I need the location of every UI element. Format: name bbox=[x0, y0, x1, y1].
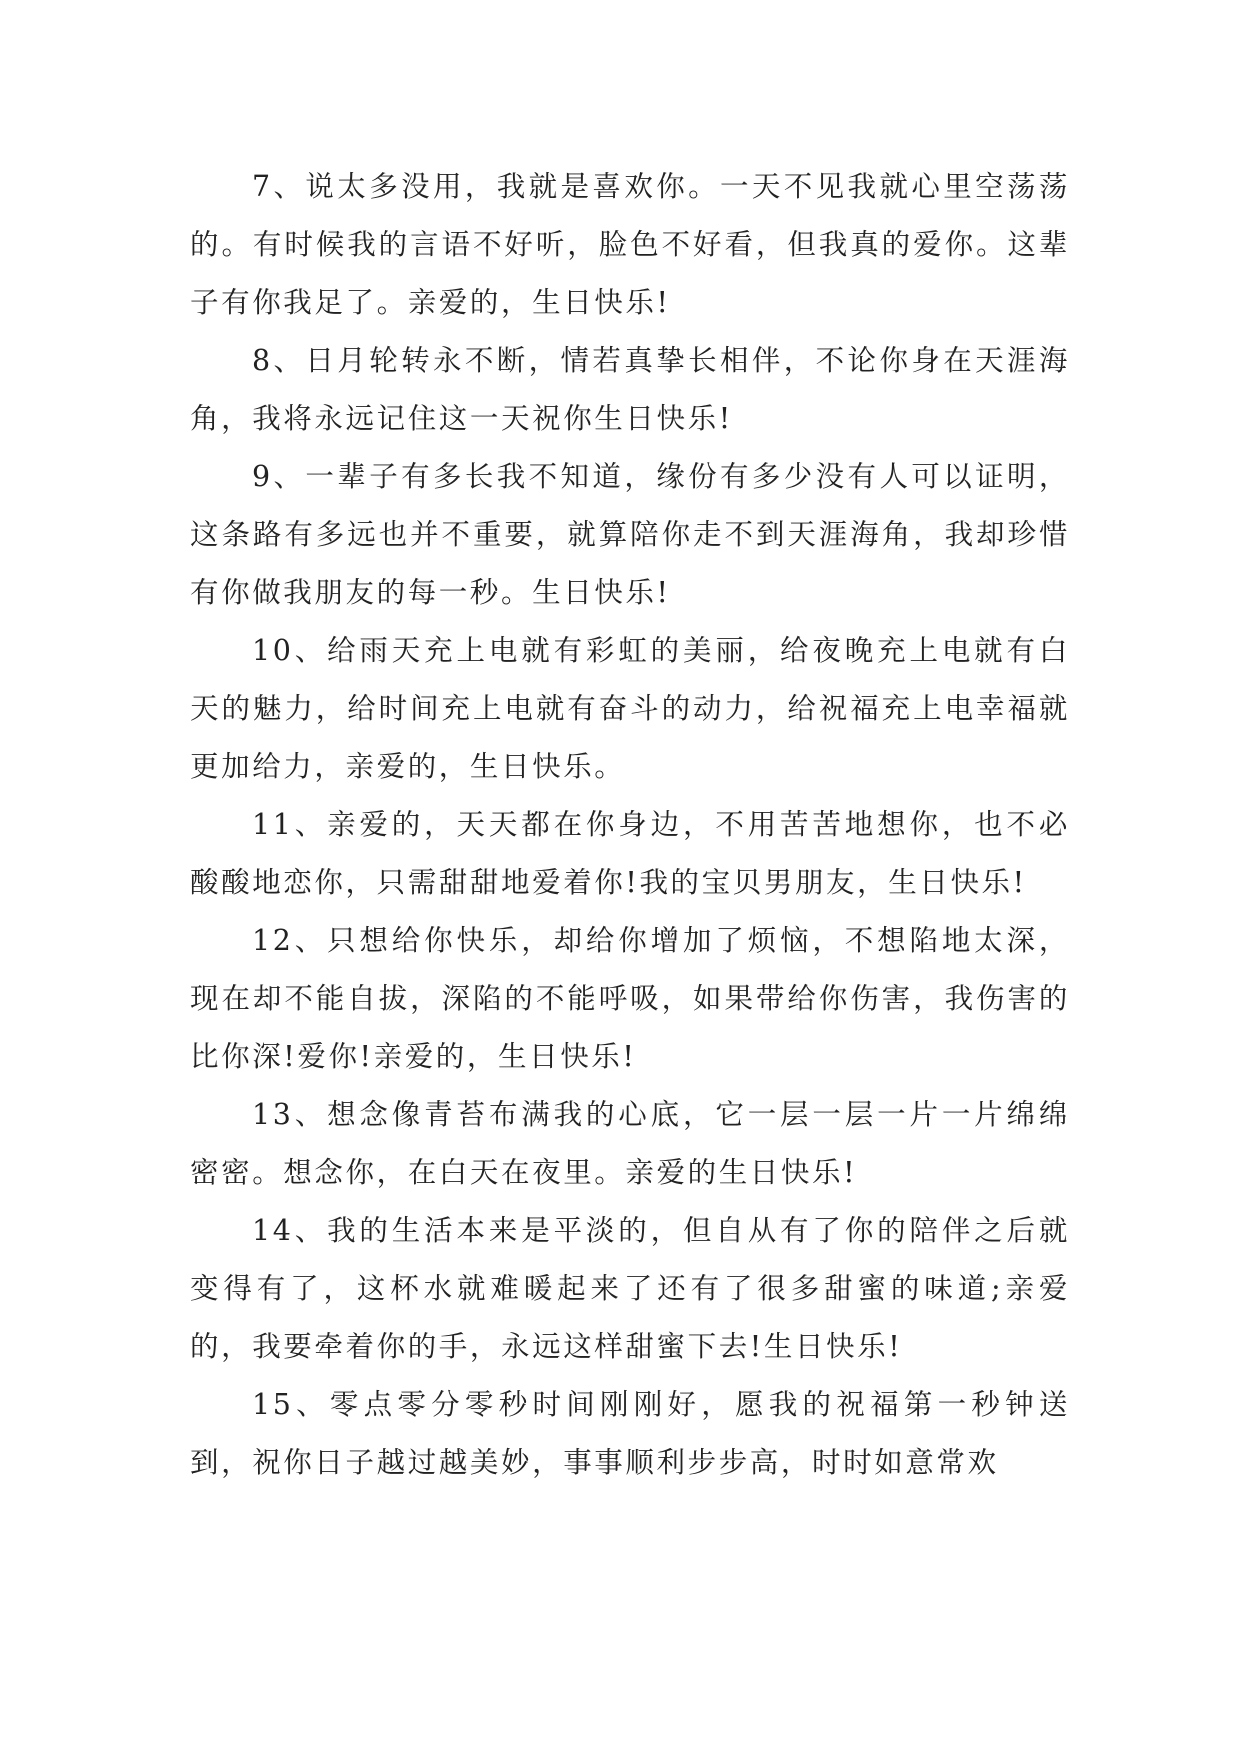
paragraph-10: 10、给雨天充上电就有彩虹的美丽，给夜晚充上电就有白天的魅力，给时间充上电就有奋斗的动力，给祝福充上电幸福就更加给力，亲爱的，生日快乐。 bbox=[190, 634, 1070, 783]
paragraph-8: 8、日月轮转永不断，情若真挚长相伴，不论你身在天涯海角，我将永远记住这一天祝你生日快乐! bbox=[190, 344, 1070, 435]
paragraph-15: 15、零点零分零秒时间刚刚好，愿我的祝福第一秒钟送到，祝你日子越过越美妙，事事顺利步步高，时时如意常欢 bbox=[190, 1388, 1070, 1479]
paragraph-7: 7、说太多没用，我就是喜欢你。一天不见我就心里空荡荡的。有时候我的言语不好听，脸色不好看，但我真的爱你。这辈子有你我足了。亲爱的，生日快乐! bbox=[190, 170, 1070, 319]
paragraph-11: 11、亲爱的，天天都在你身边，不用苦苦地想你，也不必酸酸地恋你，只需甜甜地爱着你!我的宝贝男朋友，生日快乐! bbox=[190, 808, 1070, 899]
paragraph-14: 14、我的生活本来是平淡的，但自从有了你的陪伴之后就变得有了，这杯水就难暖起来了还有了很多甜蜜的味道;亲爱的，我要牵着你的手，永远这样甜蜜下去!生日快乐! bbox=[190, 1214, 1070, 1363]
paragraph-9: 9、一辈子有多长我不知道，缘份有多少没有人可以证明，这条路有多远也并不重要，就算陪你走不到天涯海角，我却珍惜有你做我朋友的每一秒。生日快乐! bbox=[190, 460, 1070, 609]
paragraph-13: 13、想念像青苔布满我的心底，它一层一层一片一片绵绵密密。想念你，在白天在夜里。亲爱的生日快乐! bbox=[190, 1098, 1070, 1189]
paragraph-12: 12、只想给你快乐，却给你增加了烦恼，不想陷地太深，现在却不能自拔，深陷的不能呼吸，如果带给你伤害，我伤害的比你深!爱你!亲爱的，生日快乐! bbox=[190, 924, 1070, 1073]
document-body bbox=[190, 158, 1070, 1492]
